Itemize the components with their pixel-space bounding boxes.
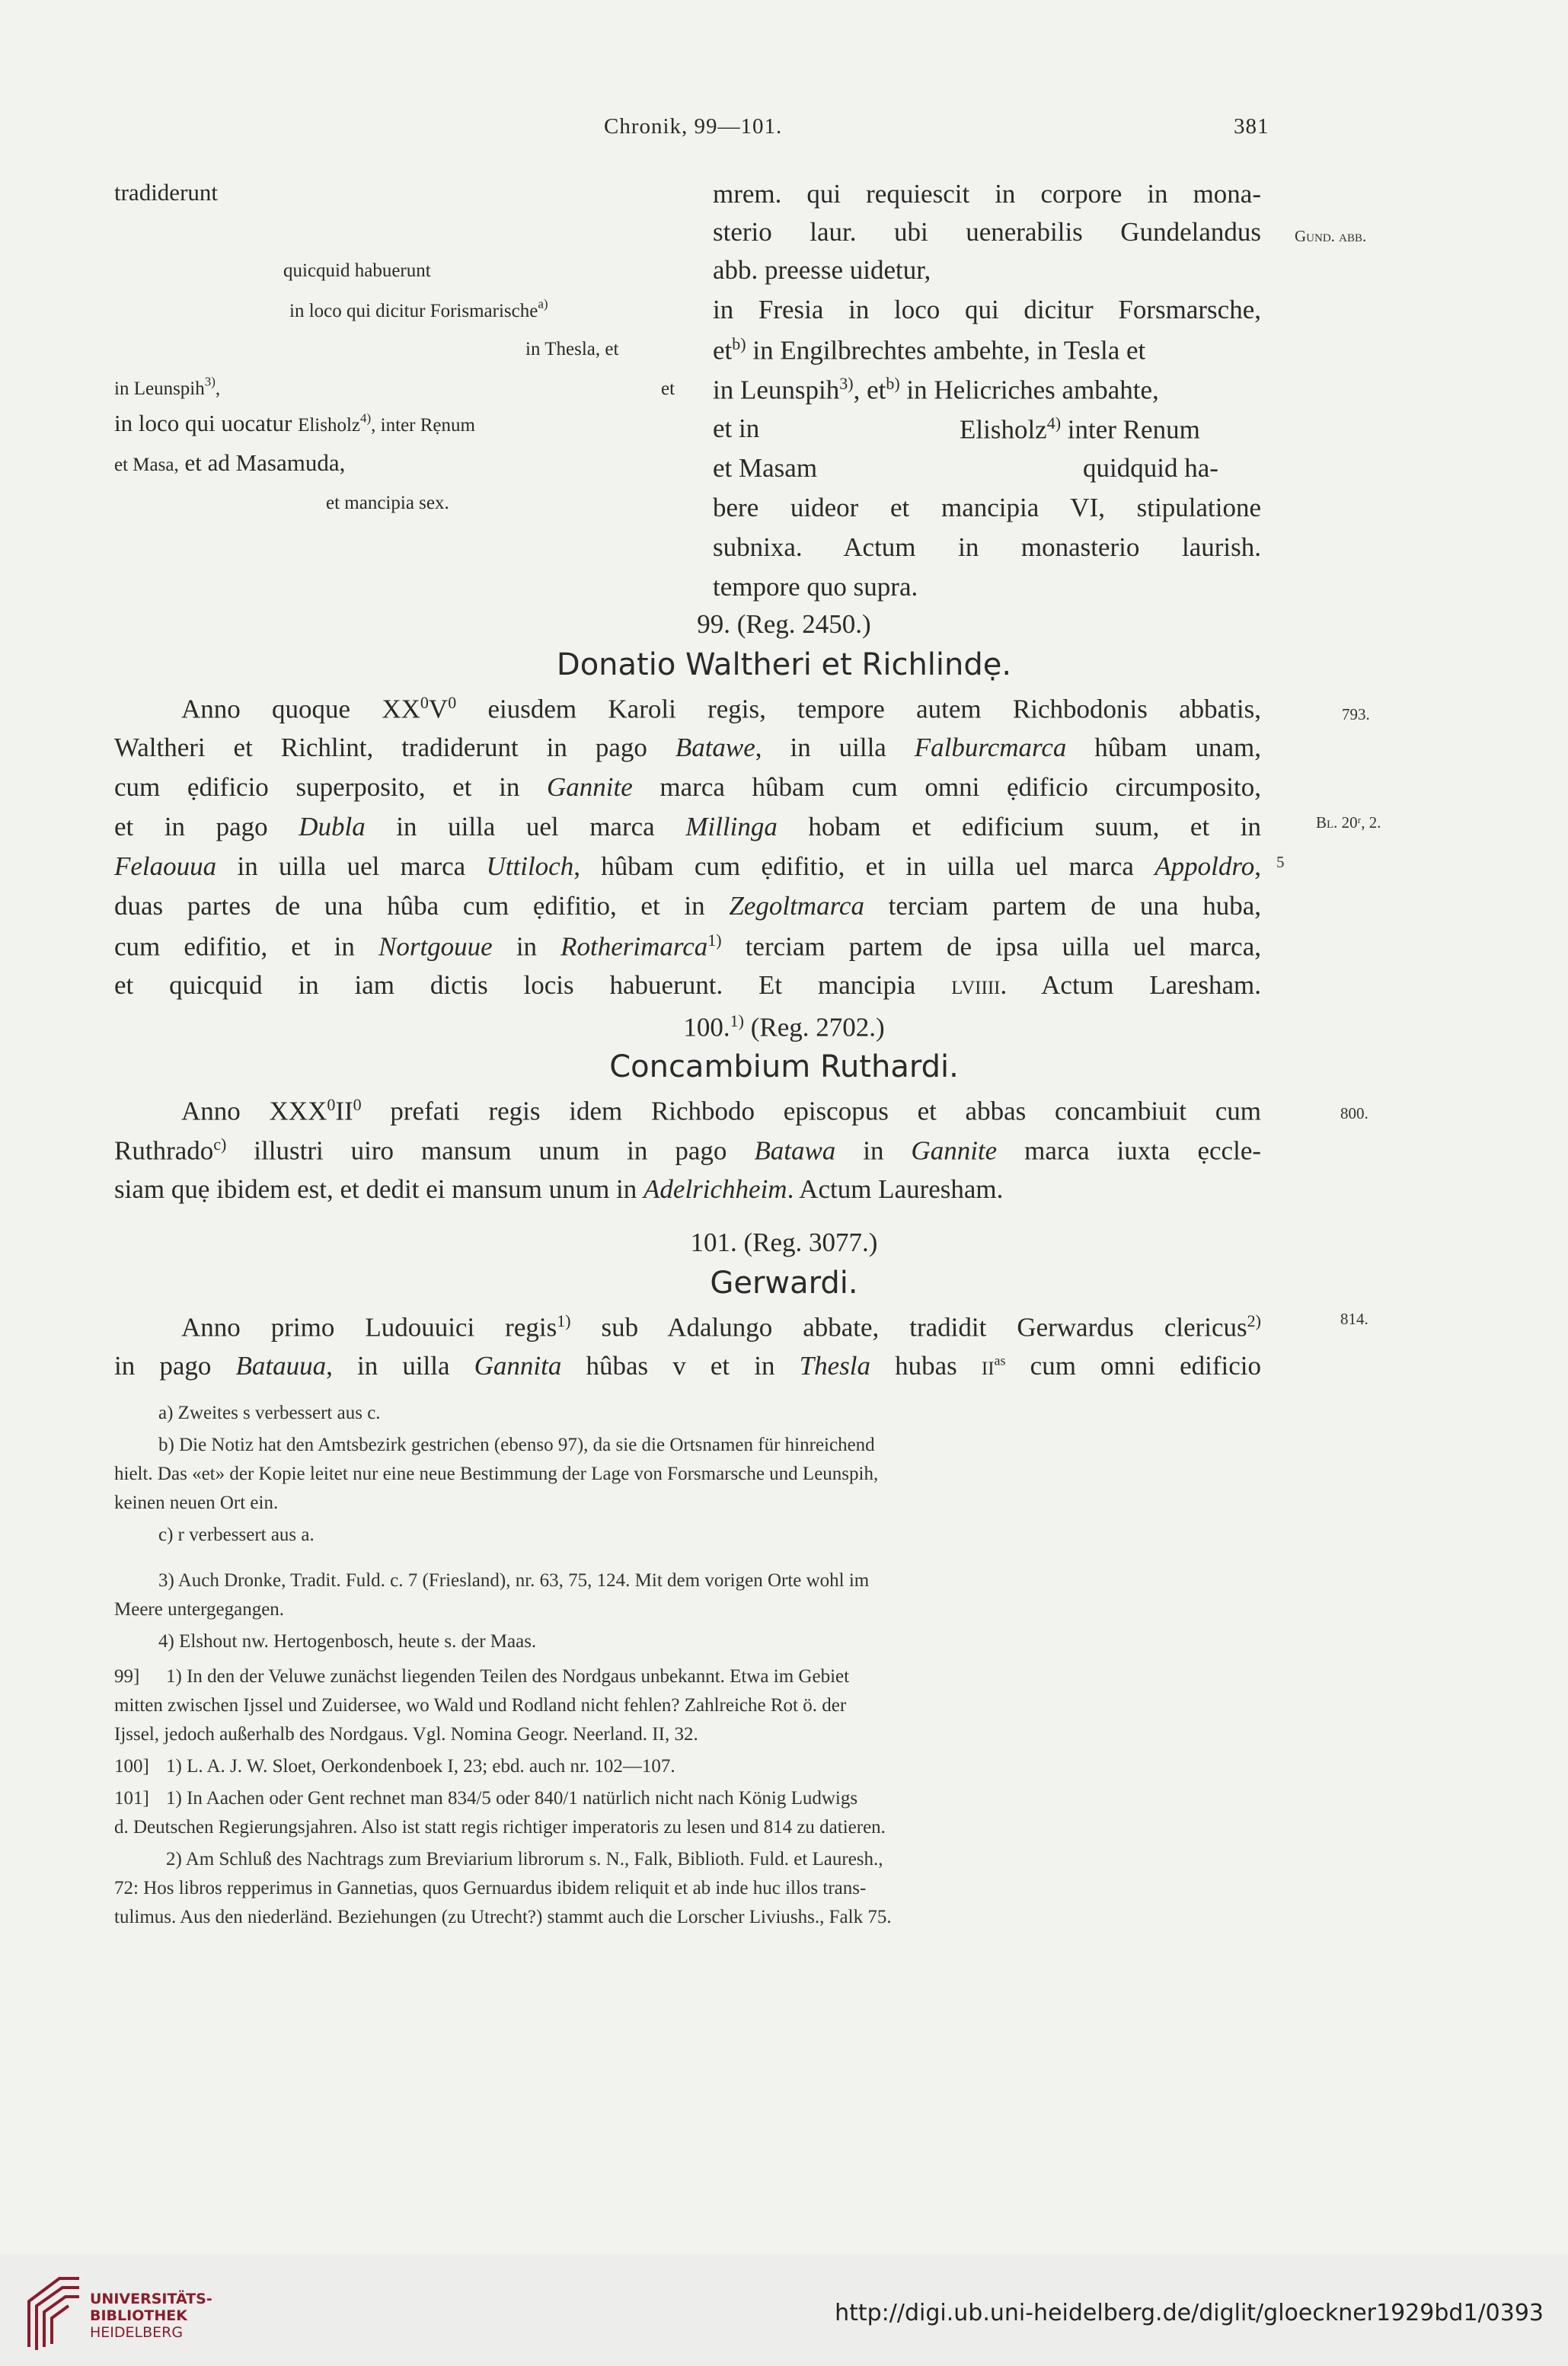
library-logo-icon [21,2271,85,2355]
right-line: in Fresia in loco qui dicitur Forsmarsche, [713,295,1261,324]
text-line: cum edifitio, et in Nortgouue in Rotherimarca$^{1)}$ terciam partem de ipsa uilla uel marca, [114,931,1262,962]
library-logo-text: UNIVERSITÄTS- BIBLIOTHEK HEIDELBERG [90,2291,212,2341]
text-line: Waltheri et Richlint, tradiderunt in pago Batawe, in uilla Falburcmarca hûbam unam, [114,733,1261,762]
right-line: sterio laur. ubi uenerabilis Gundelandus [713,217,1261,247]
right-line: bere uideor et mancipia VI, stipulatione [713,493,1261,522]
right-line: Elisholz$^{4)}$ inter Renum [960,413,1200,445]
footnote: 2) Am Schluß des Nachtrags zum Breviarium librorum s. N., Falk, Biblioth. Fuld. et Lauresh., [166,1849,883,1869]
footnote: 1) In den der Veluwe zunächst liegenden Teilen des Nordgaus unbekannt. Etwa im Gebiet [166,1666,850,1687]
text-line: Anno primo Ludouuici regis$^{1)}$ sub Adalungo abbate, tradidit Gerwardus clericus$^{2)}$ [181,1311,1261,1343]
section-title: Gerwardi. [710,1266,858,1301]
permalink-url[interactable]: http://digi.ub.uni-heidelberg.de/diglit/gloeckner1929bd1/0393 [835,2300,1544,2326]
left-line: et Masa, et ad Masamuda, [114,449,346,476]
margin-note: Gund. abb. [1295,227,1367,245]
text-line: duas partes de una hûba cum ẹdifitio, et in Zegoltmarca terciam partem de una huba, [114,891,1261,921]
text-line: et quicquid in iam dictis locis habuerunt. Et mancipia lviiii. Actum Laresham. [114,970,1262,1000]
left-line: et mancipia sex. [326,493,449,513]
section-99-body [114,693,1261,1010]
footnote: c) r verbessert aus a. [158,1525,315,1545]
footnote: Meere untergegangen. [114,1599,285,1620]
section-100-body [114,1095,1261,1214]
section-number: 100.$^{1)}$ (Reg. 2702.) [683,1011,885,1043]
left-line: in loco qui uocatur Elisholz$^{4)}$, inter Rẹnum [114,410,475,436]
footnote: d. Deutschen Regierungsjahren. Also ist statt regis richtiger imperatoris zu lesen und 814 zu datieren. [114,1817,886,1838]
text-line: Anno quoque $XX^0V^0$ eiusdem Karoli regis, tempore autem Richbodonis abbatis, [181,693,1261,724]
right-line: tempore quo supra. [713,572,918,602]
footnote: a) Zweites s verbessert aus c. [158,1403,381,1423]
footnote: 1) In Aachen oder Gent rechnet man 834/5 oder 840/1 natürlich nicht nach König Ludwigs [166,1788,858,1809]
footnote-label: 99] [114,1666,140,1687]
right-line: abb. preesse uidetur, [713,255,931,285]
text-line: cum ẹdificio superposito, et in Gannite marca hûbam cum omni ẹdificio circumposito, [114,772,1261,802]
right-line: in Leunspih$^{3)}$, $et^{b)}$ in Helicriches ambahte, [713,374,1159,405]
footnote-label: 101] [114,1788,149,1809]
left-line: in loco qui dicitur Forismarische$^{a)}$ [289,296,548,321]
footnote: keinen neuen Ort ein. [114,1493,279,1513]
left-line: quicquid habuerunt [283,260,431,281]
left-line: in Thesla, et [525,339,619,359]
text-line: Felaouua in uilla uel marca Uttiloch, hûbam cum ẹdifitio, et in uilla uel marca Appoldro, [114,851,1261,881]
right-line: et Masam [713,453,818,483]
footnote: mitten zwischen Ijssel und Zuidersee, wo Wald und Rodland nicht fehlen? Zahlreiche Rot ö. der [114,1695,847,1716]
running-title: Chronik, 99—101. [604,114,783,139]
margin-note: 5 [1276,853,1285,871]
footnote: hielt. Das «et» der Kopie leitet nur eine neue Bestimmung der Lage von Forsmarsche und Leunspih, [114,1464,879,1484]
footnote: 3) Auch Dronke, Tradit. Fuld. c. 7 (Friesland), nr. 63, 75, 124. Mit dem vorigen Orte wohl im [158,1570,870,1591]
section-101-body [114,1311,1261,1391]
text-line: Anno $XXX^0II^0$ prefati regis idem Richbodo episcopus et abbas concambiuit cum [181,1095,1261,1126]
page-number: 381 [1234,114,1269,139]
right-line: quidquid ha- [1083,453,1218,483]
left-line: et [661,378,675,399]
text-line: siam quẹ ibidem est, et dedit ei mansum unum in Adelrichheim. Actum Lauresham. [114,1174,1004,1204]
footnote: Ijssel, jedoch außerhalb des Nordgaus. Vgl. Nomina Geogr. Neerland. II, 32. [114,1724,698,1745]
margin-note: 793. [1342,705,1370,723]
right-line: mrem. qui requiescit in corpore in mona- [713,179,1261,209]
footnote: 1) L. A. J. W. Sloet, Oerkondenboek I, 23; ebd. auch nr. 102—107. [166,1756,675,1777]
margin-note: 800. [1340,1104,1368,1122]
footnote-label: 100] [114,1756,149,1777]
section-number: 99. (Reg. 2450.) [697,609,871,639]
footnote: 4) Elshout nw. Hertogenbosch, heute s. der Maas. [158,1631,537,1652]
footnote: b) Die Notiz hat den Amtsbezirk gestrichen (ebenso 97), da sie die Ortsnamen für hinreichend [158,1435,875,1455]
margin-note: Bl. 20ʳ, 2. [1316,813,1381,832]
footer-bar [0,2254,1568,2366]
section-title: Concambium Ruthardi. [609,1049,959,1084]
right-line: subnixa. Actum in monasterio laurish. [713,532,1261,562]
margin-note: 814. [1340,1310,1368,1328]
section-number: 101. (Reg. 3077.) [690,1228,878,1257]
footnote: 72: Hos libros repperimus in Gannetias, quos Gernuardus ibidem reliquit et ab inde huc illos trans- [114,1878,867,1898]
right-line: et in [713,413,760,443]
left-line: in Leunspih$^{3)}$, [114,374,221,399]
text-line: et in pago Dubla in uilla uel marca Millinga hobam et edificium suum, et in [114,812,1261,841]
text-line: Ruthrado$^{c)}$ illustri uiro mansum unum in pago Batawa in Gannite marca iuxta ẹccle- [114,1135,1262,1166]
left-line: tradiderunt [114,179,219,206]
text-line: in pago Batauua, in uilla Gannita hûbas v et in Thesla hubas $ii^{as}$ cum omni edificio [114,1351,1262,1381]
section-title: Donatio Waltheri et Richlindẹ. [556,647,1012,682]
footnote: tulimus. Aus den niederländ. Beziehungen (zu Utrecht?) stammt auch die Lorscher Liviushs., Falk 75. [114,1907,892,1927]
right-line: $et^{b)}$ in Engilbrechtes ambehte, in Tesla et [713,334,1146,366]
right-column [713,179,1261,602]
